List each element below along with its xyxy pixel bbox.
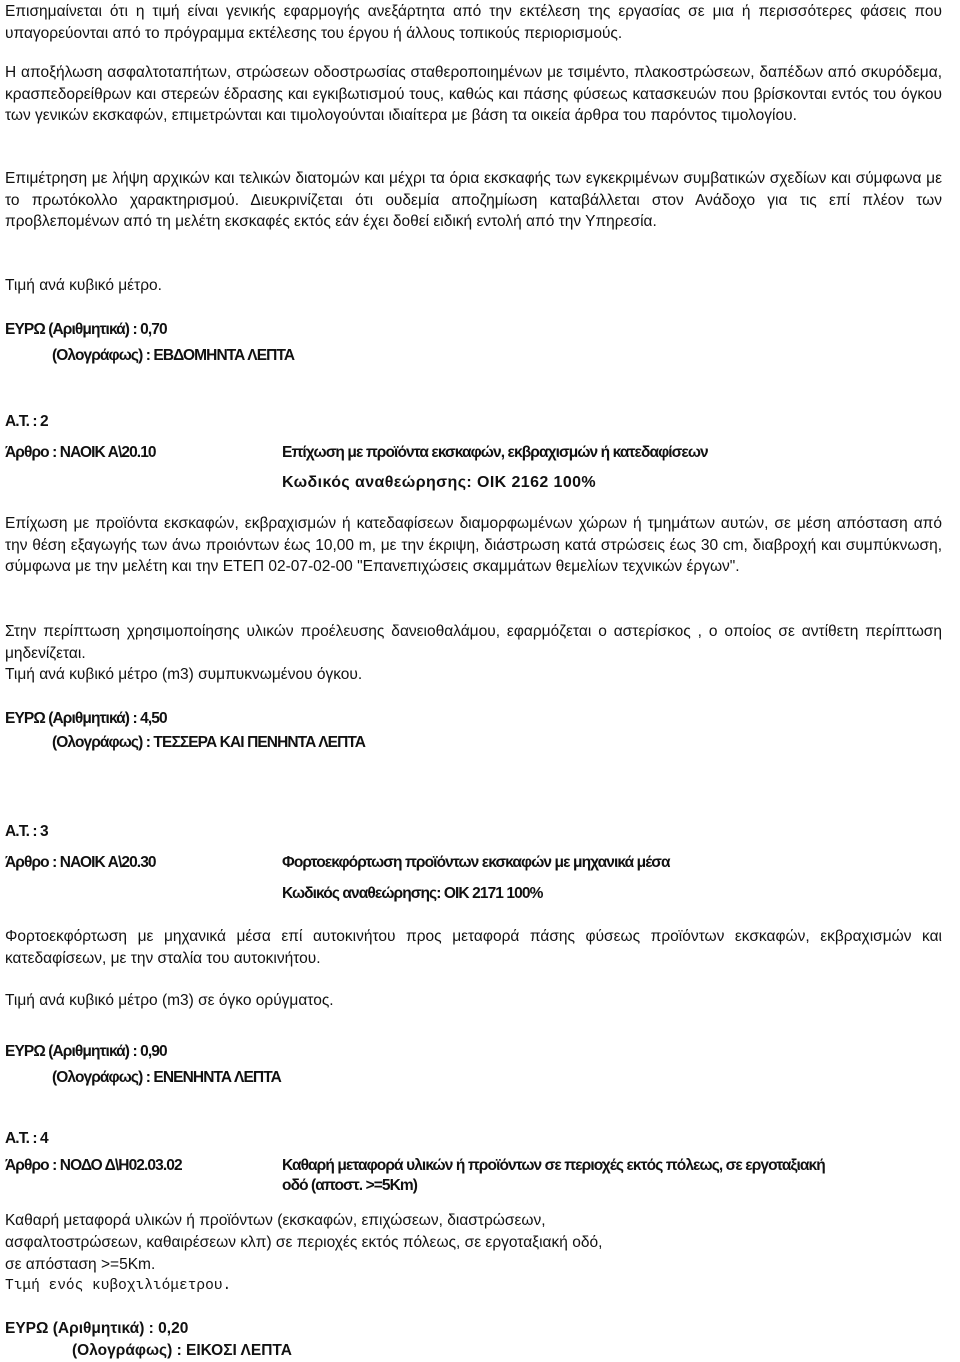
item-4-unit-price-text: Τιμή ενός κυβοχιλιόμετρου. bbox=[5, 1278, 232, 1294]
item-3-at: Α.Τ. : 3 bbox=[5, 823, 48, 840]
item-2-price-numeric: ΕΥΡΩ (Αριθμητικά) : 4,50 bbox=[5, 710, 167, 727]
item-4-article: Άρθρο : ΝΟΔΟ Δ\Η02.03.02 bbox=[5, 1157, 182, 1174]
item-4-title: Καθαρή μεταφορά υλικών ή προϊόντων σε περιοχές εκτός πόλεως, σε εργοταξιακή οδό (αποστ. >=5Km) bbox=[282, 1157, 825, 1194]
item-4-price-numeric: ΕΥΡΩ (Αριθμητικά) : 0,20 bbox=[5, 1320, 189, 1337]
intro-paragraph-2: Η αποξήλωση ασφαλτοταπήτων, στρώσεων οδοστρωσίας σταθεροποιημένων με τσιμέντο, πλακοστρώσεων, δαπέδων από σκυρόδεμα, κρασπεδορείθρων και στερεών έδρασης και εγκιβωτισμού τους, καθώς και πάσης φύσεως κατασκευών που βρίσκονται εντός του όγκου των γενικών εκσκαφών, επιμετρώνται και τιμολογούνται ιδιαίτερα με βάση τα οικεία άρθρα του παρόντος τιμολογίου. bbox=[5, 64, 942, 124]
item-2-price-words: (Ολογράφως) : ΤΕΣΣΕΡΑ ΚΑΙ ΠΕΝΗΝΤΑ ΛΕΠΤΑ bbox=[52, 734, 366, 751]
item-4-at: Α.Τ. : 4 bbox=[5, 1130, 48, 1147]
item-4-price-words: (Ολογράφως) : ΕΙΚΟΣΙ ΛΕΠΤΑ bbox=[72, 1342, 292, 1359]
item-2-paragraph-1: Επίχωση με προϊόντα εκσκαφών, εκβραχισμών ή κατεδαφίσεων διαμορφωμένων χώρων ή τμημάτων αυτών, σε μέση απόσταση από την θέση εξαγωγής των άνω προιόντων έως 10,00 m, με την έκριψη, διάστρωση κατά στρώσεις έως 30 cm, διαβροχή και συμπύκνωση, σύμφωνα με την μελέτη και την ΕΤΕΠ 02-07-02-00 "Επανεπιχώσεις σκαμμάτων θεμελίων τεχνικών έργων". bbox=[5, 515, 942, 575]
intro-paragraph-1: Επισημαίνεται ότι η τιμή είναι γενικής εφαρμογής ανεξάρτητα από την εκτέλεση της εργασίας σε μια ή περισσότερες φάσεις που υπαγορεύονται από το πρόγραμμα εκτέλεσης του έργου ή άλλους τοπικούς περιορισμούς. bbox=[5, 3, 942, 42]
item-2-title: Επίχωση με προϊόντα εκσκαφών, εκβραχισμών ή κατεδαφίσεων bbox=[282, 444, 708, 461]
item-4-description-line-1: Καθαρή μεταφορά υλικών ή προϊόντων (εκσκαφών, επιχώσεων, διαστρώσεων, bbox=[5, 1212, 546, 1229]
item-3-article: Άρθρο : ΝΑΟΙΚ Α\20.30 bbox=[5, 854, 156, 871]
item-3-price-words: (Ολογράφως) : ΕΝΕΝΗΝΤΑ ΛΕΠΤΑ bbox=[52, 1069, 281, 1086]
item-2-revision-code: Κωδικός αναθεώρησης: ΟΙΚ 2162 100% bbox=[282, 474, 597, 491]
item-2-paragraph-2: Στην περίπτωση χρησιμοποίησης υλικών προέλευσης δανειοθαλάμου, εφαρμόζεται ο αστερίσκος , ο οποίος σε αντίθετη περίπτωση μηδενίζεται. bbox=[5, 623, 942, 662]
item-3-price-numeric: ΕΥΡΩ (Αριθμητικά) : 0,90 bbox=[5, 1043, 167, 1060]
item-3-paragraph-1: Φορτοεκφόρτωση με μηχανικά μέσα επί αυτοκινήτου προς μεταφορά πάσης φύσεως προϊόντων εκσκαφών, εκβραχισμών και κατεδαφίσεων, με την σταλία του αυτοκινήτου. bbox=[5, 928, 942, 967]
item-2-article: Άρθρο : ΝΑΟΙΚ Α\20.10 bbox=[5, 444, 156, 461]
item-3-revision-code: Κωδικός αναθεώρησης: ΟΙΚ 2171 100% bbox=[282, 885, 543, 902]
intro-price-words: (Ολογράφως) : ΕΒΔΟΜΗΝΤΑ ΛΕΠΤΑ bbox=[52, 347, 295, 364]
item-2-unit-price-text: Τιμή ανά κυβικό μέτρο (m3) συμπυκνωμένου όγκου. bbox=[5, 666, 363, 683]
intro-paragraph-3: Επιμέτρηση με λήψη αρχικών και τελικών διατομών και μέχρι τα όρια εκσκαφής των εγκεκριμένων συμβατικών σχεδίων και σύμφωνα με το πρωτόκολλο χαρακτηρισμού. Διευκρινίζεται ότι ουδεμία αποζημίωση καταβάλλεται στον Ανάδοχο για τις επί πλέον των προβλεπομένων από τη μελέτη εκσκαφές εκτός εάν έχει δοθεί ειδική εντολή από την Υπηρεσία. bbox=[5, 170, 942, 230]
item-3-title: Φορτοεκφόρτωση προϊόντων εκσκαφών με μηχανικά μέσα bbox=[282, 854, 670, 871]
intro-price-numeric: ΕΥΡΩ (Αριθμητικά) : 0,70 bbox=[5, 321, 167, 338]
item-2-at: Α.Τ. : 2 bbox=[5, 413, 48, 430]
item-4-description-line-3: σε απόσταση >=5Km. bbox=[5, 1256, 156, 1273]
item-4-description-line-2: ασφαλτοστρώσεων, καθαιρέσεων κλπ) σε περιοχές εκτός πόλεως, σε εργοταξιακή οδό, bbox=[5, 1234, 603, 1251]
intro-unit-price-text: Τιμή ανά κυβικό μέτρο. bbox=[5, 277, 162, 294]
item-3-unit-price-text: Τιμή ανά κυβικό μέτρο (m3) σε όγκο ορύγματος. bbox=[5, 992, 334, 1009]
